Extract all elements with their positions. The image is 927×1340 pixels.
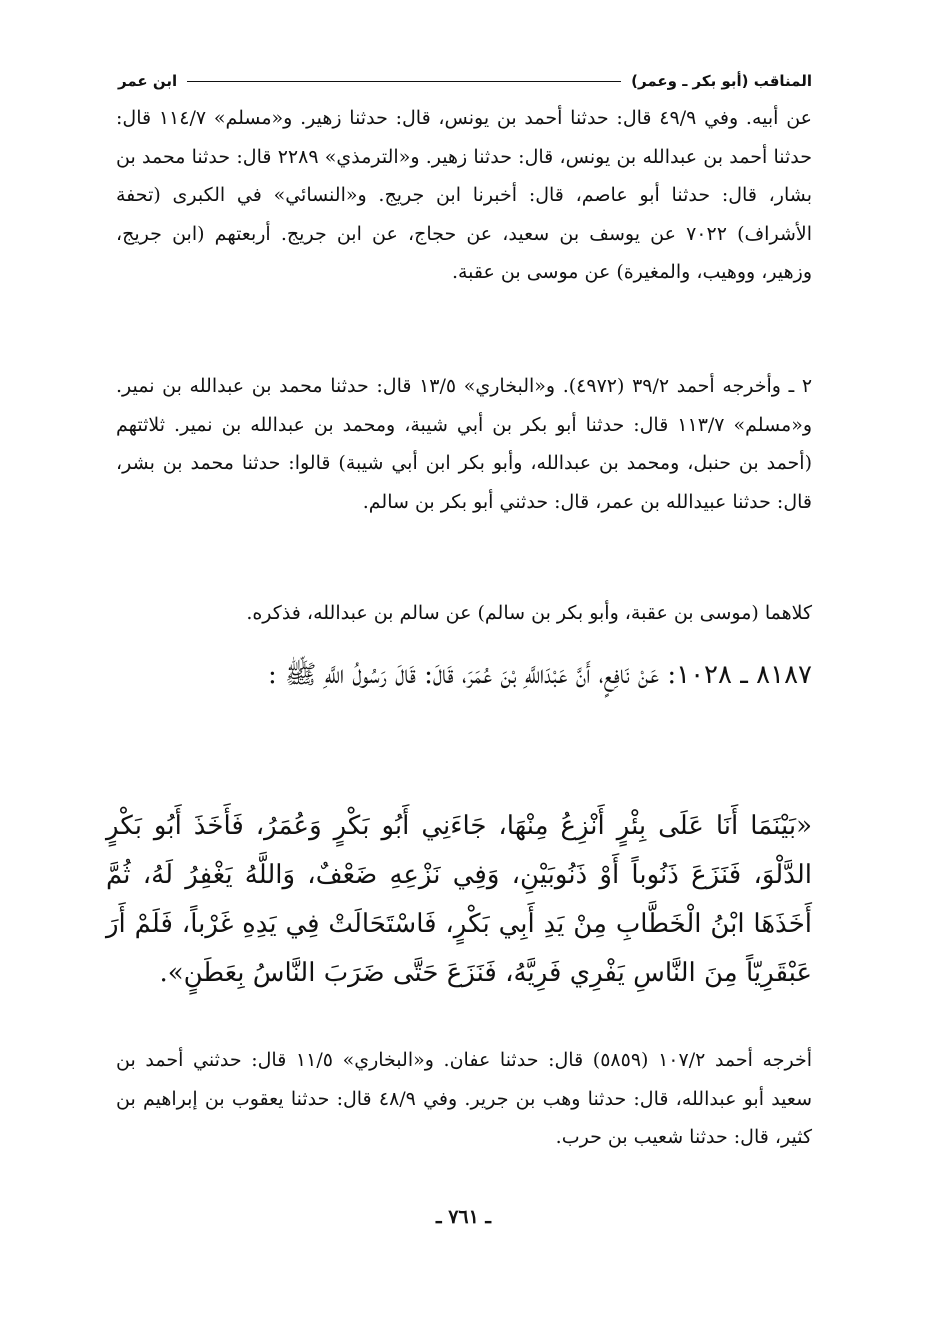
page-number: ـ ٧٦١ ـ (436, 1206, 491, 1228)
header-chapter-title: المناقب (أبو بكر ـ وعمر) (631, 72, 812, 90)
header-section-title: ابن عمر (118, 72, 178, 90)
takhrij-paragraph-2 (116, 367, 812, 521)
paragraph-text: أخرجه أحمد ١٠٧/٢ (٥٨٥٩) قال: حدثنا عفان. و«البخاري» ١١/٥ قال: حدثني أحمد بن سعيد أبو عبدالله، قال: حدثنا وهب بن جرير. وفي ٤٨/٩ قال: حدثنا يعقوب بن إبراهيم بن كثير، قال: حدثنا شعيب بن حرب. (116, 1049, 812, 1149)
hadith-body (106, 802, 812, 998)
hadith-heading-text: ٨١٨٧ ـ ١٠٢٨: عَنْ نَافِعٍ، أَنَّ عَبْدَاللَّهِ بْنَ عُمَرَ، قَالَ: قَالَ رَسُولُ اللَّهِ ﷺ : (267, 660, 812, 690)
paragraph-text: ٢ ـ وأخرجه أحمد ٣٩/٢ (٤٩٧٢). و«البخاري» ١٣/٥ قال: حدثنا محمد بن عبدالله بن نمير. و«مسلم» ١١٣/٧ قال: حدثنا أبو بكر بن أبي شيبة، ومحمد بن عبدالله بن نمير. ثلاثتهم (أحمد بن حنبل، ومحمد بن عبدالله، وأبو بكر ابن أبي شيبة) قالوا: حدثنا محمد بن بشر، قال: حدثنا عبيدالله بن عمر، قال: حدثني أبو بكر بن سالم. (116, 375, 813, 513)
takhrij-paragraph-4 (116, 1041, 812, 1157)
takhrij-paragraph-1 (116, 99, 812, 292)
header-rule (187, 81, 621, 82)
paragraph-text: كلاهما (موسى بن عقبة، وأبو بكر بن سالم) عن سالم بن عبدالله، فذكره. (246, 602, 812, 624)
takhrij-paragraph-3 (116, 594, 812, 633)
hadith-heading (116, 649, 812, 701)
hadith-body-text: «بَيْنَمَا أَنَا عَلَى بِئْرٍ أَنْزِعُ مِنْهَا، جَاءَنِي أَبُو بَكْرٍ وَعُمَرُ، فَأَخَذَ أَبُو بَكْرٍ الدَّلْوَ، فَنَزَعَ ذَنُوباً أَوْ ذَنُوبَيْنِ، وَفِي نَزْعِهِ ضَعْفٌ، وَاللَّهُ يَغْفِرُ لَهُ، ثُمَّ أَخَذَهَا ابْنُ الْخَطَّابِ مِنْ يَدِ أَبِي بَكْرٍ، فَاسْتَحَالَتْ فِي يَدِهِ غَرْباً، فَلَمْ أَرَ عَبْقَرِيّاً مِنَ النَّاسِ يَفْرِي فَرِيَّهُ، فَنَزَعَ حَتَّى ضَرَبَ النَّاسُ بِعَطَنٍ». (106, 811, 812, 988)
paragraph-text: عن أبيه. وفي ٤٩/٩ قال: حدثنا أحمد بن يونس، قال: حدثنا زهير. و«مسلم» ١١٤/٧ قال: حدثنا أحمد بن عبدالله بن يونس، قال: حدثنا زهير. و«الترمذي» ٢٢٨٩ قال: حدثنا محمد بن بشار، قال: حدثنا أبو عاصم، قال: أخبرنا ابن جريج. و«النسائي» في الكبرى (تحفة الأشراف) ٧٠٢٢ عن يوسف بن سعيد، عن حجاج، عن ابن جريج. أربعتهم (ابن جريج، وزهير، ووهيب، والمغيرة) عن موسى بن عقبة. (116, 107, 813, 284)
running-header (118, 68, 812, 94)
